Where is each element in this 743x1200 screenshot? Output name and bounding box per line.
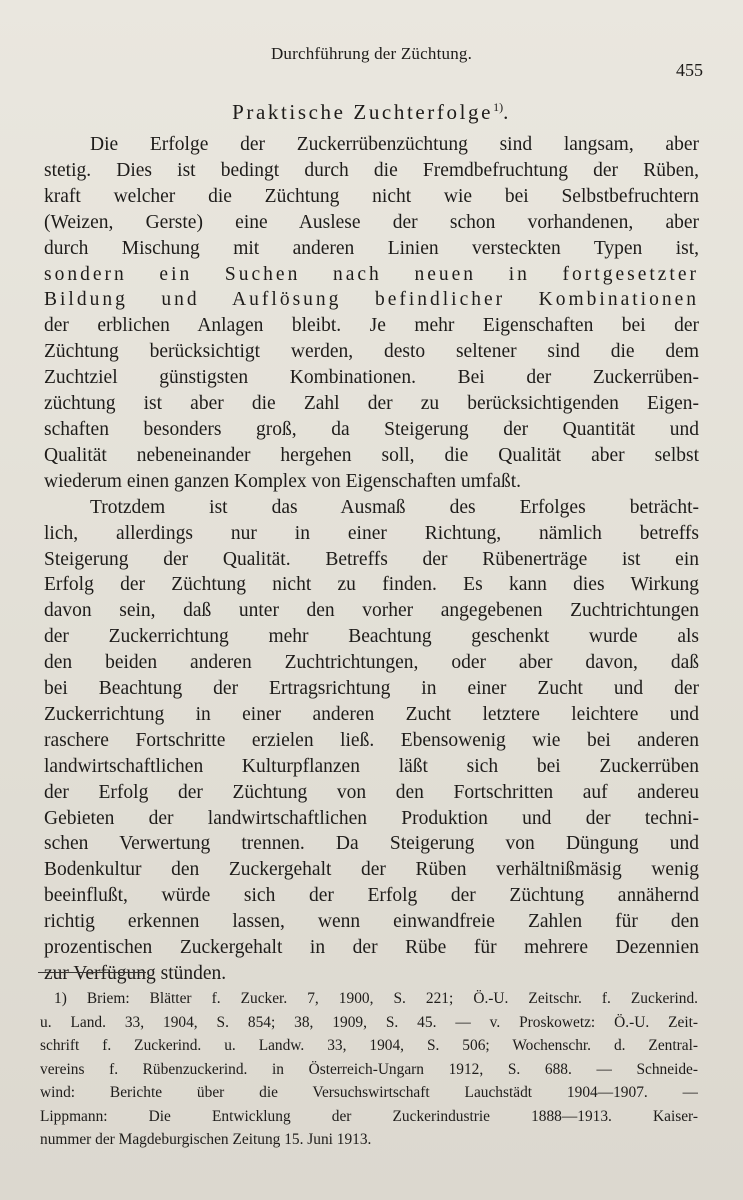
- footnote-line: nummer der Magdeburgischen Zeitung 15. Juni 1913.: [40, 1131, 372, 1148]
- text-line: beeinflußt, würde sich der Erfolg der Züchtung annähernd: [44, 885, 699, 907]
- text-line: raschere Fortschritte erzielen ließ. Ebensowenig wie bei anderen: [44, 729, 699, 751]
- body-text: [44, 132, 699, 987]
- footnote-line: schrift f. Zuckerind. u. Landw. 33, 1904, S. 506; Wochenschr. d. Zentral-: [40, 1037, 698, 1054]
- text-line: Zuchtziel günstigsten Kombinationen. Bei der Zuckerrüben-: [44, 367, 699, 389]
- text-line: (Weizen, Gerste) eine Auslese der schon vorhandenen, aber: [44, 211, 699, 233]
- text-line: Erfolg der Züchtung nicht zu finden. Es kann dies Wirkung: [44, 574, 699, 596]
- footnote-divider: [38, 972, 146, 973]
- text-line: wiederum einen ganzen Komplex von Eigenschaften umfaßt.: [44, 470, 522, 492]
- section-title: Praktische Zuchterfolge$^{1)}$.: [232, 100, 511, 124]
- text-line: Steigerung der Qualität. Betreffs der Rübenerträge ist ein: [44, 548, 699, 570]
- text-line: lich, allerdings nur in einer Richtung, nämlich betreffs: [44, 522, 699, 544]
- footnote-line: Lippmann: Die Entwicklung der Zuckerindustrie 1888—1913. Kaiser-: [40, 1107, 698, 1125]
- text-line: davon sein, daß unter den vorher angegebenen Zuchtrichtungen: [44, 600, 699, 622]
- text-line: Qualität nebeneinander hergehen soll, die Qualität aber selbst: [44, 444, 699, 466]
- text-line: Trotzdem ist das Ausmaß des Erfolges beträcht-: [90, 496, 699, 518]
- text-line: bei Beachtung der Ertragsrichtung in einer Zucht und der: [44, 678, 699, 700]
- section-title-text: Praktische Zuchterfolge: [232, 100, 494, 124]
- text-line: richtig erkennen lassen, wenn einwandfreie Zahlen für den: [44, 911, 699, 933]
- text-line: Bodenkultur den Zuckergehalt der Rüben verhältnißmäsig wenig: [44, 859, 699, 881]
- text-line: den beiden anderen Zuchtrichtungen, oder aber davon, daß: [44, 652, 699, 674]
- text-line: zur Verfügung stünden.: [44, 963, 227, 984]
- footnote-line: vereins f. Rübenzuckerind. in Österreich-Ungarn 1912, S. 688. — Schneide-: [40, 1060, 698, 1078]
- text-line: durch Mischung mit anderen Linien versteckten Typen ist,: [44, 237, 699, 259]
- text-line: Bildung und Auflösung befindlicher Kombinationen: [44, 289, 699, 311]
- footnote-line: u. Land. 33, 1904, S. 854; 38, 1909, S. 45. — v. Proskowetz: Ö.-U. Zeit-: [40, 1013, 698, 1031]
- text-line: stetig. Dies ist bedingt durch die Fremdbefruchtung der Rüben,: [44, 159, 699, 181]
- text-line: Die Erfolge der Zuckerrübenzüchtung sind langsam, aber: [90, 134, 699, 155]
- text-line: Gebieten der landwirtschaftlichen Produktion und der techni-: [44, 807, 699, 829]
- text-line: Zuckerrichtung in einer anderen Zucht letztere leichtere und: [44, 703, 699, 725]
- text-line: schen Verwertung trennen. Da Steigerung von Düngung und: [44, 833, 699, 855]
- footnote-reference: 1): [493, 100, 504, 114]
- text-line: züchtung ist aber die Zahl der zu berücksichtigenden Eigen-: [44, 393, 699, 415]
- text-line: schaften besonders groß, da Steigerung der Quantität und: [44, 418, 699, 440]
- footnote: [40, 987, 698, 1152]
- text-line: der erblichen Anlagen bleibt. Je mehr Eigenschaften bei der: [44, 315, 699, 337]
- footnote-line: 1) Briem: Blätter f. Zucker. 7, 1900, S. 221; Ö.-U. Zeitschr. f. Zuckerind.: [54, 990, 698, 1007]
- text-line: sondern ein Suchen nach neuen in fortgesetzter: [44, 263, 699, 285]
- footnote-line: wind: Berichte über die Versuchswirtschaft Lauchstädt 1904—1907. —: [40, 1084, 698, 1101]
- text-line: kraft welcher die Züchtung nicht wie bei Selbstbefruchtern: [44, 185, 699, 207]
- text-line: der Zuckerrichtung mehr Beachtung geschenkt wurde als: [44, 626, 699, 648]
- text-line: landwirtschaftlichen Kulturpflanzen läßt sich bei Zuckerrüben: [44, 755, 699, 777]
- text-line: prozentischen Zuckergehalt in der Rübe für mehrere Dezennien: [44, 937, 699, 959]
- text-line: der Erfolg der Züchtung von den Fortschritten auf andereu: [44, 781, 699, 803]
- text-line: Züchtung berücksichtigt werden, desto seltener sind die dem: [44, 341, 699, 363]
- running-head: Durchführung der Züchtung.: [270, 44, 473, 63]
- page-number: 455: [676, 60, 703, 80]
